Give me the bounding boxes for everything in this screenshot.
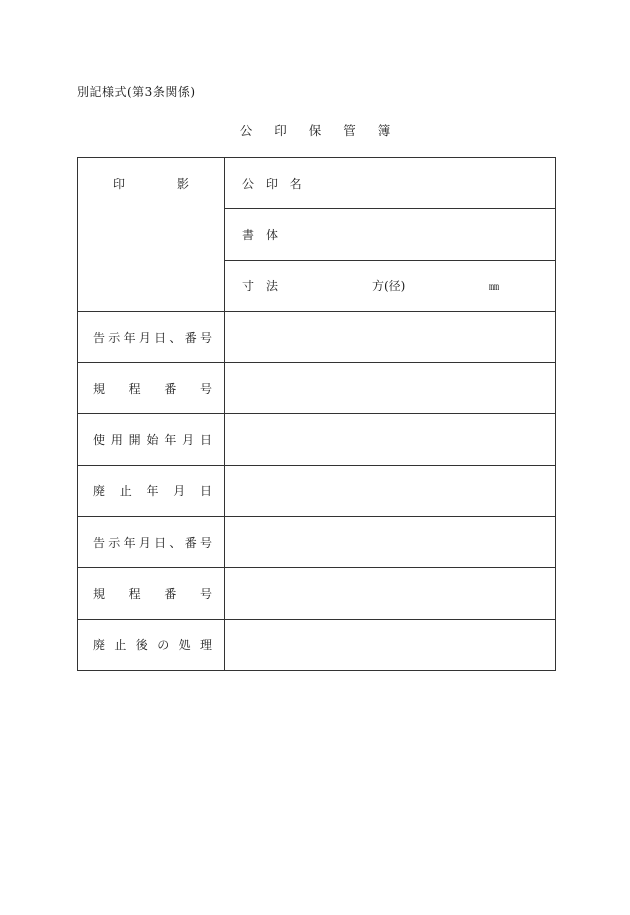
seal-name-cell[interactable] — [225, 158, 556, 209]
row-value[interactable] — [225, 619, 556, 670]
size-label: 寸 法 — [242, 279, 279, 294]
seal-name-label: 公 印 名 — [242, 176, 306, 191]
table-row — [78, 517, 556, 568]
row-value[interactable] — [225, 363, 556, 414]
row-value[interactable] — [225, 517, 556, 568]
row-label: 使用開始年月日 — [78, 414, 225, 465]
row-label: 規程番号 — [78, 568, 225, 619]
row-label: 規程番号 — [78, 363, 225, 414]
table-row — [78, 414, 556, 465]
table-row — [78, 568, 556, 619]
script-cell[interactable] — [225, 209, 556, 260]
row-label: 告示年月日、番号 — [78, 517, 225, 568]
row-value[interactable] — [225, 311, 556, 362]
form-reference-note: 別記様式(第3条関係) — [77, 85, 196, 99]
table-row — [78, 465, 556, 516]
row-label: 告示年月日、番号 — [78, 311, 225, 362]
row-value[interactable] — [225, 465, 556, 516]
script-label: 書 体 — [242, 227, 279, 242]
size-unit-label: ㎜ — [489, 282, 499, 294]
size-cell[interactable] — [225, 260, 556, 311]
seal-register-form — [77, 157, 556, 671]
row-label: 廃止後の処理 — [78, 619, 225, 670]
table-row — [78, 619, 556, 670]
seal-name-row — [78, 158, 556, 209]
seal-impression-label: 印 影 — [112, 177, 209, 191]
row-value[interactable] — [225, 414, 556, 465]
table-row — [78, 363, 556, 414]
row-value[interactable] — [225, 568, 556, 619]
table-row — [78, 311, 556, 362]
row-label: 廃止年月日 — [78, 465, 225, 516]
document-title: 公 印 保 管 簿 — [239, 123, 400, 138]
size-direction-label: 方(径) — [372, 279, 406, 294]
seal-impression-cell[interactable] — [78, 158, 225, 312]
